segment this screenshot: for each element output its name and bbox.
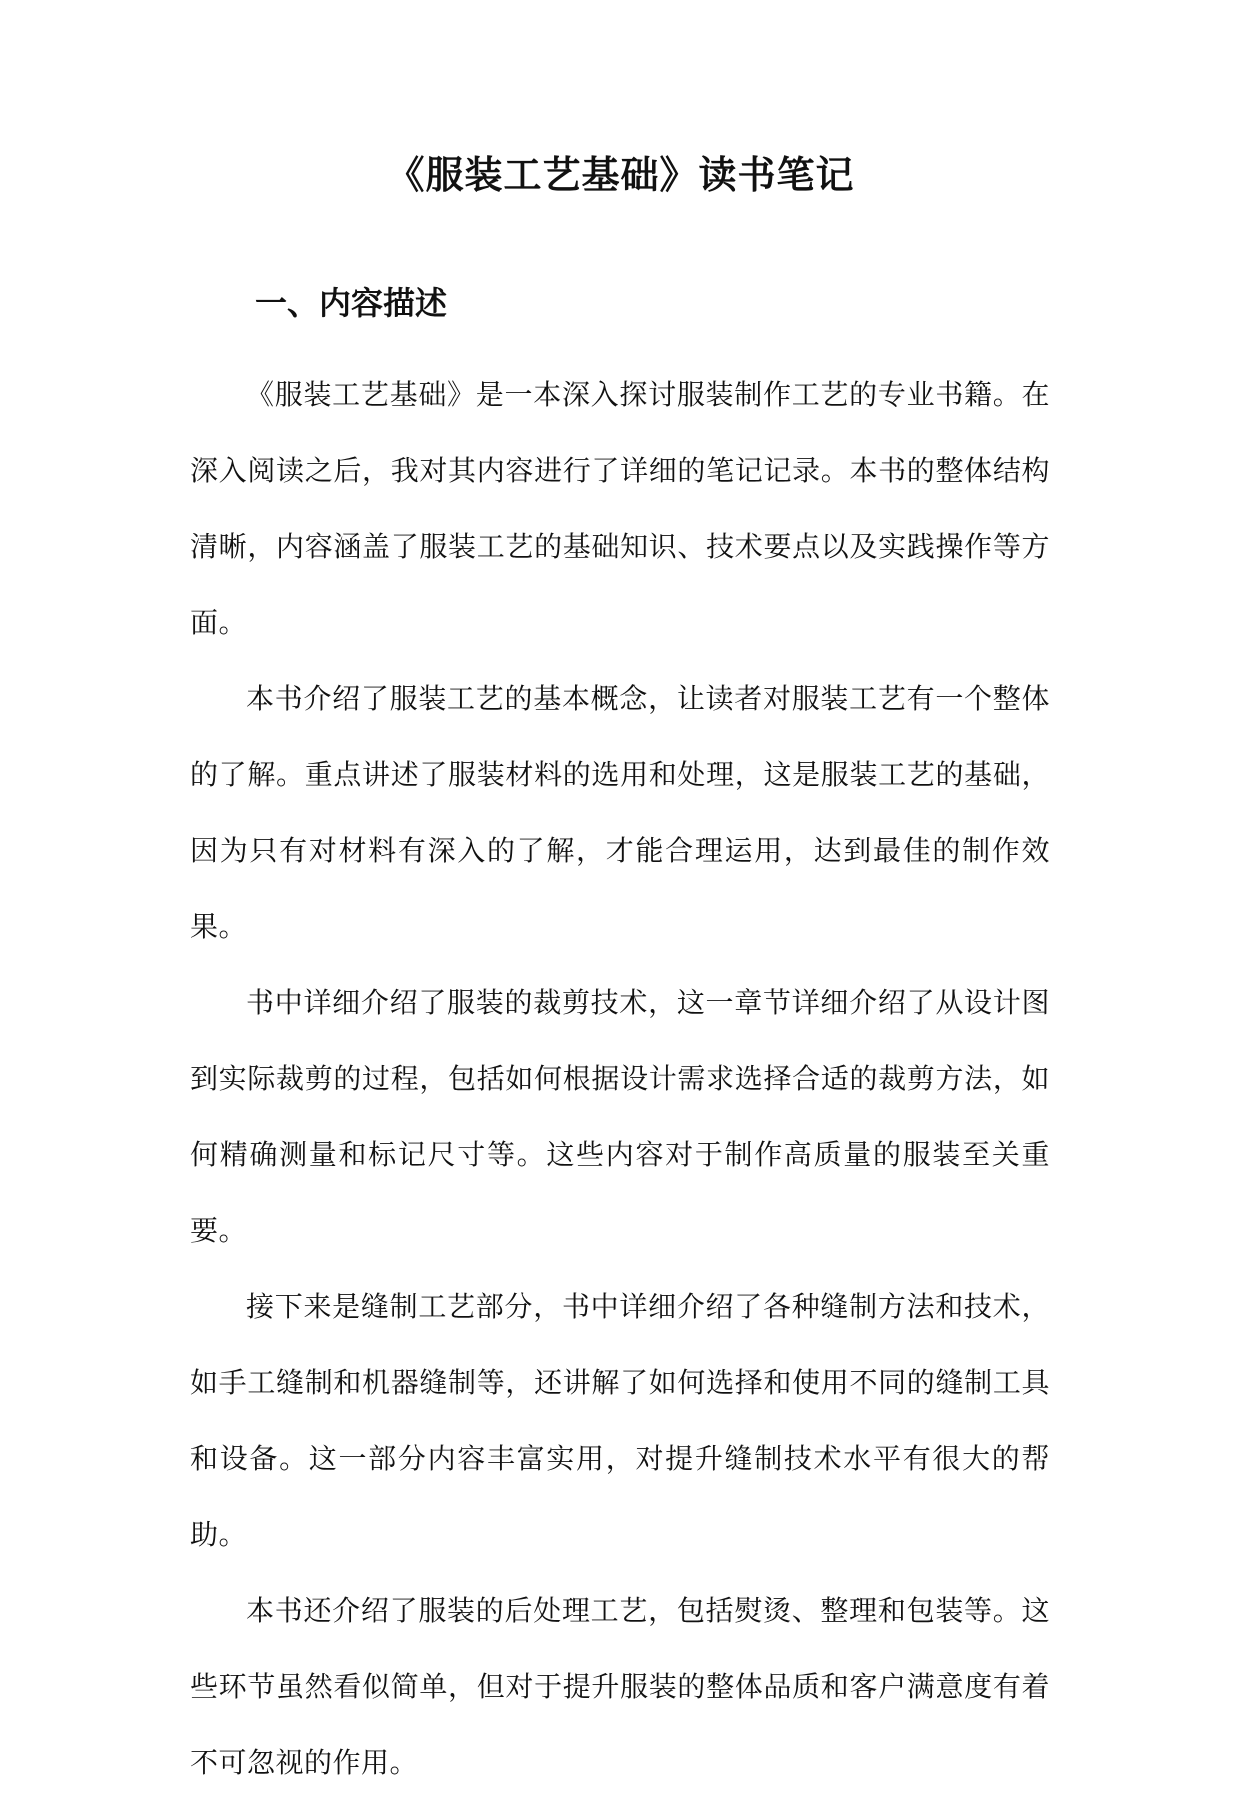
section-body xyxy=(190,357,1050,1801)
paragraph-4: 接下来是缝制工艺部分，书中详细介绍了各种缝制方法和技术，如手工缝制和机器缝制等，还讲解了如何选择和使用不同的缝制工具和设备。这一部分内容丰富实用，对提升缝制技术水平有很大的帮助。 xyxy=(190,1290,1050,1551)
paragraph-5: 本书还介绍了服装的后处理工艺，包括熨烫、整理和包装等。这些环节虽然看似简单，但对于提升服装的整体品质和客户满意度有着不可忽视的作用。 xyxy=(190,1594,1050,1779)
paragraph-2: 本书介绍了服装工艺的基本概念，让读者对服装工艺有一个整体的了解。重点讲述了服装材料的选用和处理，这是服装工艺的基础，因为只有对材料有深入的了解，才能合理运用，达到最佳的制作效果。 xyxy=(190,682,1050,943)
paragraph-1: 《服装工艺基础》是一本深入探讨服装制作工艺的专业书籍。在深入阅读之后，我对其内容进行了详细的笔记记录。本书的整体结构清晰，内容涵盖了服装工艺的基础知识、技术要点以及实践操作等方面。 xyxy=(190,378,1050,639)
document-title: 《服装工艺基础》读书笔记 xyxy=(386,152,855,197)
paragraph-3: 书中详细介绍了服装的裁剪技术，这一章节详细介绍了从设计图到实际裁剪的过程，包括如何根据设计需求选择合适的裁剪方法，如何精确测量和标记尺寸等。这些内容对于制作高质量的服装至关重要。 xyxy=(190,986,1050,1247)
section-heading: 一、内容描述 xyxy=(255,284,448,322)
